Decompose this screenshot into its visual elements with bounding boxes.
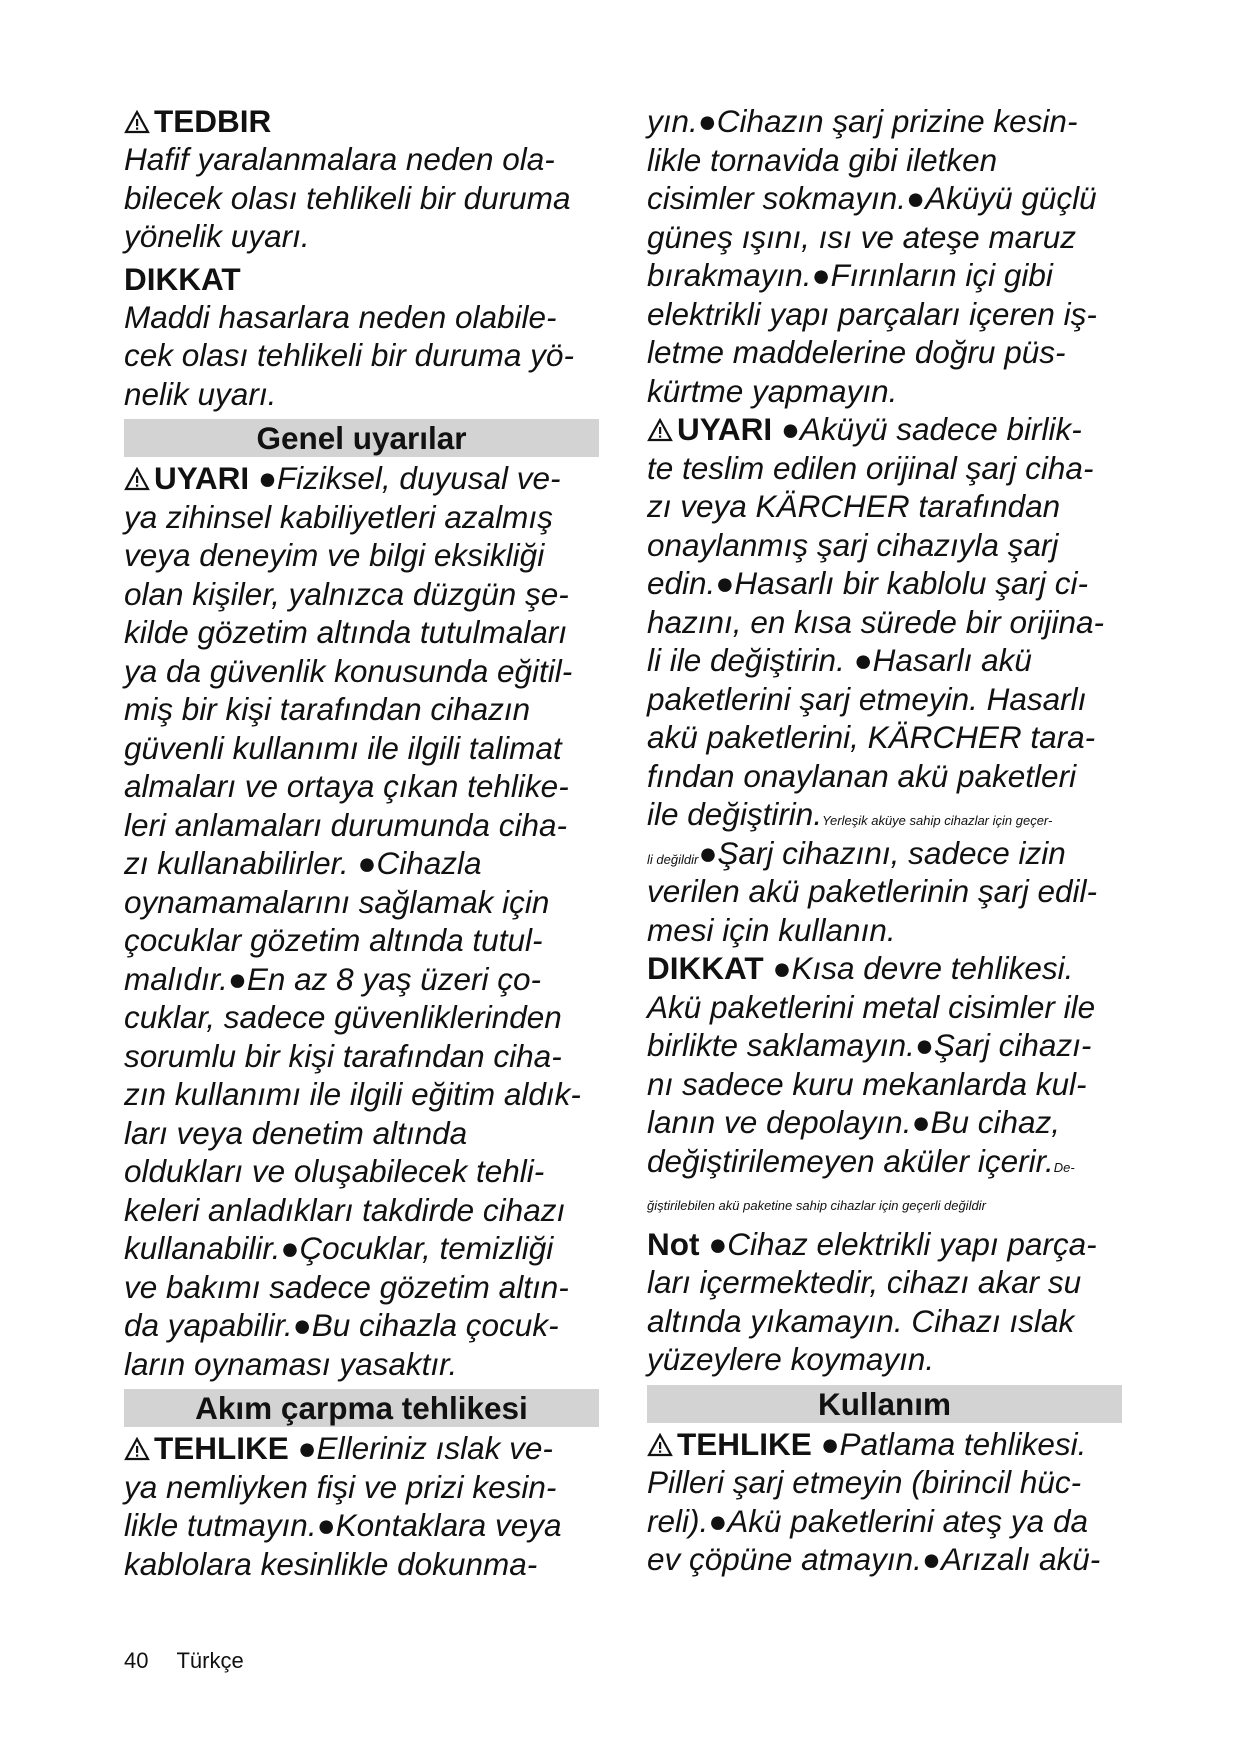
not-paragraph: [647, 1225, 1122, 1379]
section-heading-genel: Genel uyarılar: [124, 419, 599, 457]
uyari-paragraph: [124, 459, 599, 1383]
tehlike-label: TEHLIKE: [154, 1430, 289, 1466]
tehlike-text: ●Elleriniz ıslak ve- ya nemliyken fişi ve prizi kesin- likle tutmayın.●Kontaklara veya kablolara kesinlikle dokunma-: [124, 1430, 562, 1582]
warning-triangle-icon: [647, 418, 673, 442]
continued-text: yın.●Cihazın şarj prizine kesin- likle tornavida gibi iletken cisimler sokmayın.●Aküyü güçlü güneş ışını, ısı ve ateşe maruz bırakmayın.●Fırınların içi gibi elektrikli yapı parçaları içeren iş- letme maddelerine doğru püs- kürtme yapmayın.: [647, 103, 1097, 409]
page-number: 40: [124, 1648, 149, 1673]
page-footer: [124, 1648, 272, 1674]
tehlike-paragraph-right: [647, 1425, 1122, 1579]
dikkat-label-right: DIKKAT: [647, 950, 764, 986]
tedbir-heading: [124, 102, 599, 140]
not-text: ●Cihaz elektrikli yapı parça- ları içermektedir, cihazı akar su altında yıkamayın. Cihazı ıslak yüzeylere koymayın.: [647, 1225, 1097, 1377]
footer-language: Türkçe: [176, 1648, 244, 1673]
tehlike-text-right: ●Patlama tehlikesi. Pilleri şarj etmeyin (birincil hüc- reli).●Akü paketlerini ateş ya da ev çöpüne atmayın.●Arızalı akü-: [647, 1425, 1101, 1577]
warning-triangle-icon: [124, 1437, 150, 1461]
uyari-text-right-2: ●Şarj cihazını, sadece izin verilen akü paketlerinin şarj edil- mesi için kullanın.: [647, 834, 1097, 948]
tehlike-paragraph: [124, 1429, 599, 1583]
right-column: [647, 102, 1122, 1579]
uyari-label-right: UYARI: [677, 411, 773, 447]
tehlike-label-right: TEHLIKE: [677, 1425, 812, 1462]
left-column: [124, 102, 599, 1583]
dikkat-small-note: De- ğiştirilebilen akü paketine sahip cihazlar için geçerli değildir: [647, 1159, 1075, 1213]
section-heading-kullanim: Kullanım: [647, 1385, 1122, 1423]
not-label: Not: [647, 1225, 700, 1262]
uyari-label: UYARI: [154, 460, 250, 496]
warning-triangle-icon: [124, 110, 150, 134]
dikkat-text: Maddi hasarlara neden olabile- cek olası tehlikeli bir duruma yö- nelik uyarı.: [124, 298, 574, 412]
section-heading-akim: Akım çarpma tehlikesi: [124, 1389, 599, 1427]
tedbir-text: Hafif yaralanmalara neden ola- bilecek olası tehlikeli bir duruma yönelik uyarı.: [124, 141, 571, 254]
dikkat-text-right: ●Kısa devre tehlikesi. Akü paketlerini metal cisimler ile birlikte saklamayın.●Şarj cihazı- nı sadece kuru mekanlarda kul- lanın ve depolayın.●Bu cihaz, değiştirilemeyen aküler içerir.: [647, 950, 1096, 1179]
uyari-paragraph-right: [647, 410, 1122, 949]
uyari-text: ●Fiziksel, duyusal ve- ya zihinsel kabiliyetleri azalmış veya deneyim ve bilgi eksikliği olan kişiler, yalnızca düzgün şe- kilde gözetim altında tutulmaları ya da güvenlik konusunda eğitil- miş bir kişi tarafından cihazın güvenli kullanımı ile ilgili talimat almaları ve ortaya çıkan tehlike- leri anlamaları durumunda ciha- zı kullanabilirler. ●Cihazla oynamamalarını sağlamak için çocuklar gözetim altında tutul- malıdır.●En az 8 yaş üzeri ço- cuklar, sadece güvenliklerinden sorumlu bir kişi tarafından ciha- zın kullanımı ile ilgili eğitim aldık- ları veya denetim altında oldukları ve oluşabilecek tehli- keleri anladıkları takdirde cihazı kullanabilir.●Çocuklar, temizliği ve bakımı sadece gözetim altın- da yapabilir.●Bu cihazla çocuk- ların oynaması yasaktır.: [124, 460, 581, 1382]
tedbir-label: TEDBIR: [154, 103, 272, 139]
dikkat-heading: DIKKAT: [124, 260, 241, 297]
warning-triangle-icon: [124, 467, 150, 491]
warning-triangle-icon: [647, 1433, 673, 1457]
dikkat-paragraph-right: [647, 949, 1122, 1219]
uyari-small-note: Yerleşik aküye sahip cihazlar için geçer- li değildir: [647, 813, 1053, 867]
uyari-text-right: ●Aküyü sadece birlik- te teslim edilen orijinal şarj ciha- zı veya KÄRCHER tarafından onaylanmış şarj cihazıyla şarj edin.●Hasarlı bir kablolu şarj ci- hazını, en kısa sürede bir orijina- li ile değiştirin. ●Hasarlı akü paketlerini şarj etmeyin. Hasarlı akü paketlerini, KÄRCHER tara- fından onaylanan akü paketleri ile değiştirin.: [647, 411, 1104, 832]
